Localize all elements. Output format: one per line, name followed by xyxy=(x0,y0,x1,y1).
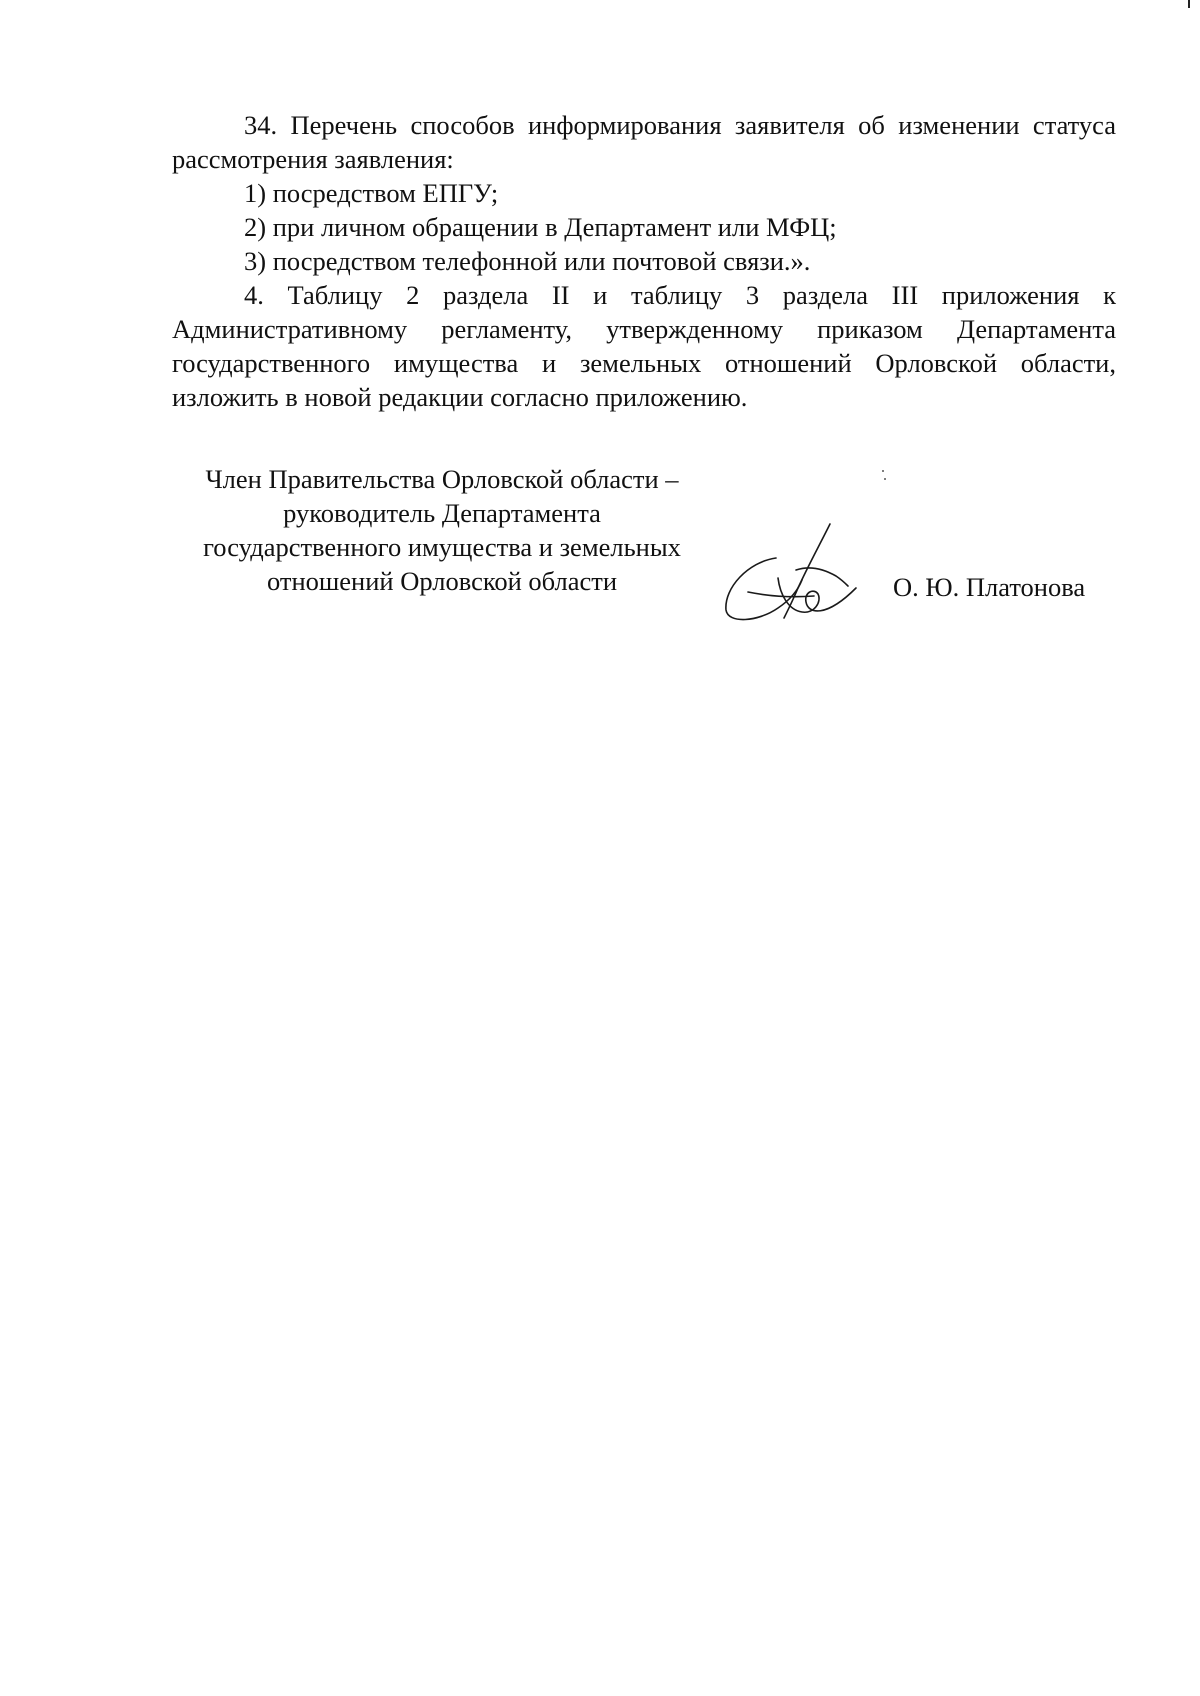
signatory-position-line: государственного имущества и земельных xyxy=(203,532,681,562)
scan-edge-mark xyxy=(1188,0,1190,8)
signatory-position xyxy=(172,462,712,598)
signatory-name: О. Ю. Платонова xyxy=(893,572,1086,602)
signatory-position-line: руководитель Департамента xyxy=(283,498,601,528)
scan-speck xyxy=(882,470,884,472)
paragraph-34: 34. Перечень способов информирования заявителя об изменении статуса рассмотрения заявления: xyxy=(172,110,1116,174)
scan-speck xyxy=(884,478,886,480)
list-item-3: 3) посредством телефонной или почтовой связи.». xyxy=(244,246,811,276)
signatory-position-line: Член Правительства Орловской области – xyxy=(205,464,679,494)
list-item-1: 1) посредством ЕПГУ; xyxy=(244,178,499,208)
paragraph-4: 4. Таблицу 2 раздела II и таблицу 3 раздела III приложения к Административному регламенту, утвержденному приказом Департамента государственного имущества и земельных отношений Орловской области, изложить в новой редакции согласно приложению. xyxy=(172,280,1116,412)
list-item-2: 2) при личном обращении в Департамент или МФЦ; xyxy=(244,212,837,242)
signatory-position-line: отношений Орловской области xyxy=(266,566,618,596)
document-body xyxy=(172,108,1116,414)
handwritten-signature xyxy=(718,518,868,628)
